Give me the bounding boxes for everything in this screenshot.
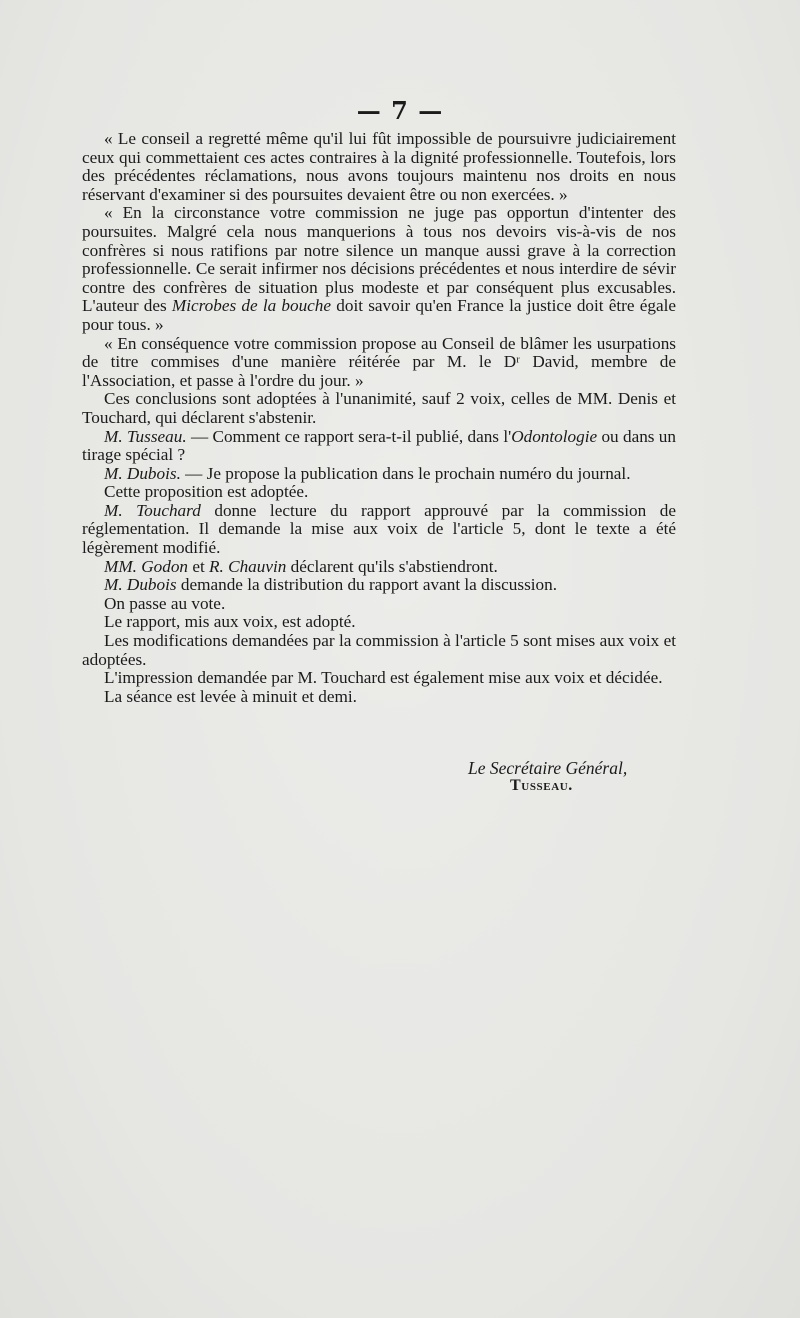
italic-run: R. Chauvin: [209, 556, 287, 576]
italic-run: M. Dubois: [104, 575, 177, 595]
italic-run: Odontologie: [511, 426, 598, 446]
text-run: doit savoir qu'en France la justice doit être égale pour tous. »: [82, 296, 677, 334]
italic-run: M. Touchard: [104, 500, 201, 520]
paragraph: [82, 595, 676, 614]
text-run: On passe au vote.: [104, 593, 226, 613]
paragraph: [82, 483, 676, 502]
paragraph: [82, 502, 676, 558]
paragraph: [82, 558, 676, 577]
paragraph: [82, 204, 676, 334]
text-run: La séance est levée à minuit et demi.: [104, 686, 357, 706]
text-run: « En conséquence votre commission propose au Conseil de blâmer les usurpations de titre commises d'une manière réitérée par M. le Dʳ David, membre de l'Association, et passe à l'ordre du jour. »: [82, 333, 676, 390]
paragraph: [82, 428, 676, 465]
paragraph: [82, 465, 676, 484]
paragraph: [82, 688, 676, 707]
text-run: « Le conseil a regretté même qu'il lui fût impossible de poursuivre judiciairement ceux qui commettaient ces actes contraires à la dignité professionnelle. Toutefois, lors des précédentes réclamations, nous avons toujours maintenu nos droits en nous réservant d'examiner si des poursuites devaient être ou non exercées. »: [82, 129, 676, 204]
paragraph: [82, 130, 676, 204]
italic-run: M. Dubois.: [104, 463, 181, 483]
text-run: et: [188, 556, 210, 576]
italic-run: M. Tusseau.: [104, 426, 187, 446]
paragraph: [82, 390, 676, 427]
text-run: demande la distribution du rapport avant la discussion.: [176, 575, 558, 595]
paragraph: [82, 613, 676, 632]
text-run: Cette proposition est adoptée.: [104, 482, 309, 502]
text-run: ou dans un tirage spécial ?: [82, 426, 676, 465]
paragraph: [82, 632, 676, 669]
text-run: donne lecture du rapport approuvé par la commission de réglementation. Il demande la mise aux voix de l'article 5, dont le texte a été légèrement modifié.: [82, 500, 676, 558]
signature-name: Tusseau.: [510, 777, 573, 794]
text-run: — Comment ce rapport sera-t-il publié, dans l': [186, 426, 512, 446]
page-number: — 7 —: [356, 96, 444, 125]
text-run: Les modifications demandées par la commission à l'article 5 sont mises aux voix et adoptées.: [82, 631, 676, 669]
paragraph: [82, 335, 676, 391]
paragraph: [82, 669, 676, 688]
signature-title: Le Secrétaire Général,: [468, 758, 628, 778]
text-run: — Je propose la publication dans le prochain numéro du journal.: [180, 463, 631, 483]
text-run: Le rapport, mis aux voix, est adopté.: [104, 612, 356, 632]
italic-run: Microbes de la bouche: [171, 296, 332, 316]
italic-run: MM. Godon: [104, 556, 189, 576]
text-run: Ces conclusions sont adoptées à l'unanimité, sauf 2 voix, celles de MM. Denis et Touchard, qui déclarent s'abstenir.: [82, 389, 676, 427]
paragraph: [82, 576, 676, 595]
text-run: L'impression demandée par M. Touchard est également mise aux voix et décidée.: [104, 668, 663, 688]
text-run: déclarent qu'ils s'abstiendront.: [286, 556, 498, 576]
text-run: « En la circonstance votre commission ne juge pas opportun d'intenter des poursuites. Malgré cela nous manquerions à tous nos devoirs vis-à-vis de nos confrères si nous ratifions par notre silence un manque aussi grave à la correction professionnelle. Ce serait infirmer nos décisions précédentes et nous interdire de sévir contre des confrères de situation plus modeste et par conséquent plus excusables. L'auteur des: [82, 203, 676, 316]
body-text: [82, 130, 676, 706]
